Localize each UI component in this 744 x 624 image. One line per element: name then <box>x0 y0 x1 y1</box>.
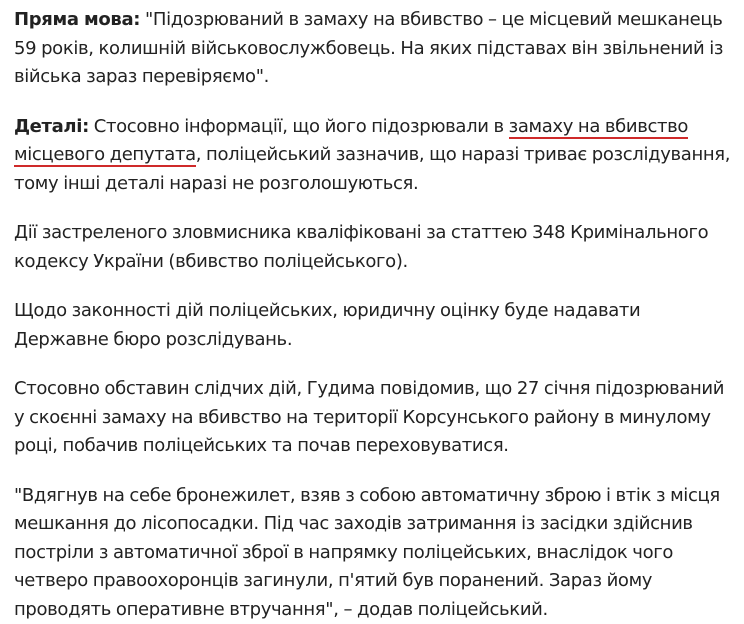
details-text-before: Стосовно інформації, що його підозрювали в <box>89 116 509 137</box>
paragraph-details <box>14 113 734 199</box>
paragraph-quote: "Вдягнув на себе бронежилет, взяв з собою автоматичну зброю і втік з місця мешкання до лісопосадки. Під час заходів затримання із засідки здійснив постріли з автоматичної зброї в напрямку поліцейських, внаслідок чого четверо правоохоронців загинули, п'ятий був поранений. Зараз йому проводять оперативне втручання", – додав поліцейський. <box>14 482 734 624</box>
paragraph-qualification: Дії застреленого зловмисника кваліфіковані за статтею 348 Кримінального кодексу України (вбивство поліцейського). <box>14 219 734 276</box>
paragraph-circumstances: Стосовно обставин слідчих дій, Гудима повідомив, що 27 січня підозрюваний у скоєнні замаху на вбивство на території Корсунського району в минулому році, побачив поліцейських та почав переховуватися. <box>14 375 734 461</box>
paragraph-direct-speech <box>14 6 734 92</box>
details-text-after: , поліцейський зазначив, що наразі триває розслідування, тому інші деталі наразі не розголошуються. <box>14 144 730 194</box>
direct-speech-label: Пряма мова: <box>14 9 140 30</box>
related-article-link[interactable]: замаху на вбивство місцевого депутата <box>14 116 688 168</box>
details-label: Деталі: <box>14 116 89 137</box>
paragraph-legality: Щодо законності дій поліцейських, юридичну оцінку буде надавати Державне бюро розслідувань. <box>14 297 734 354</box>
direct-speech-text: "Підозрюваний в замаху на вбивство – це місцевий мешканець 59 років, колишній військовослужбовець. На яких підставах він звільнений із війська зараз перевіряємо". <box>14 9 723 87</box>
